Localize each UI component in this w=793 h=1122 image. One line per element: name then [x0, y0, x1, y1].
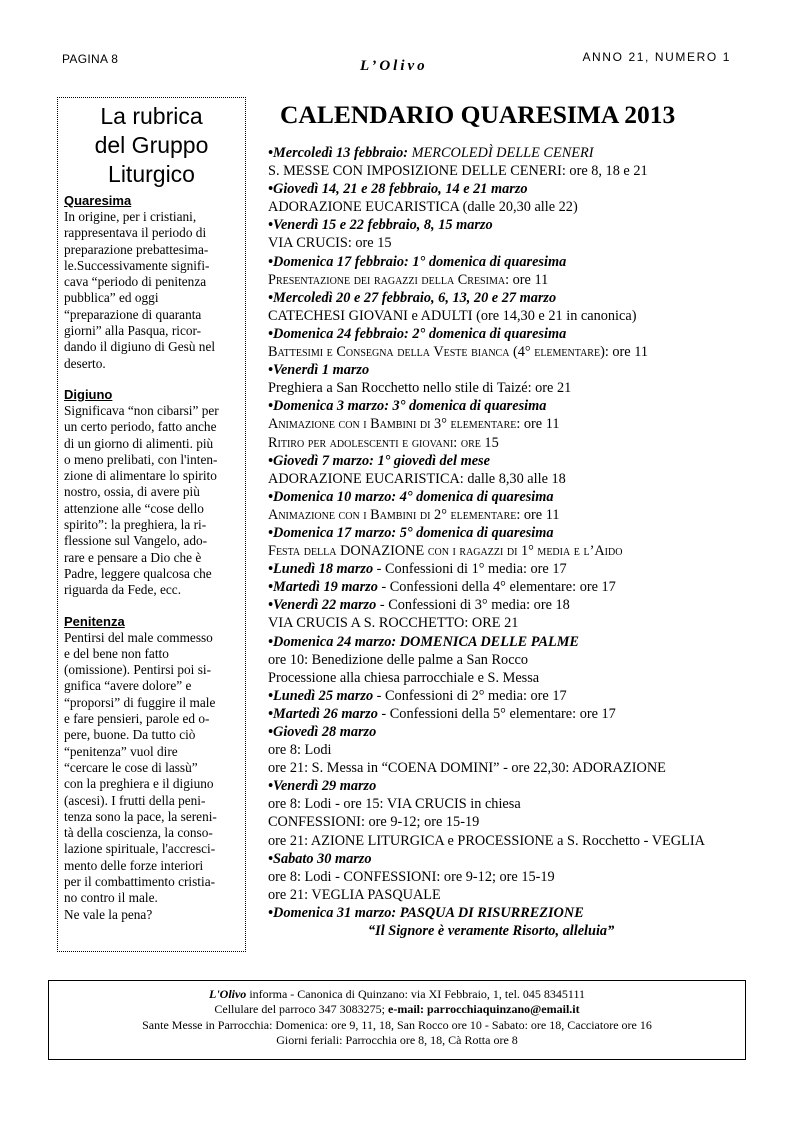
calendar-line: [268, 723, 748, 741]
sidebar-text-line: mento delle forze interiori: [64, 857, 204, 873]
calendar-line: [268, 379, 748, 397]
calendar-line: [268, 524, 748, 542]
calendar-detail: ore 21: VEGLIA PASQUALE: [268, 886, 441, 903]
calendar-line: [268, 578, 748, 596]
sidebar-text-line: o meno prelibati, con l'inten-: [64, 451, 218, 467]
sidebar-text-line: lazione spirituale, l'accresci-: [64, 841, 216, 857]
sidebar-section: [64, 387, 239, 599]
calendar-event: Ritiro per adolescenti e giovani: ore 15: [268, 434, 499, 451]
sidebar-text-line: tà della coscienza, la conso-: [64, 825, 213, 841]
sidebar-title-line: del Gruppo: [94, 132, 209, 158]
sidebar-text-line: e fare pensieri, parole ed o-: [64, 711, 210, 727]
footer-mass-times: Sante Messe in Parrocchia: Domenica: ore 9, 11, 18, San Rocco ore 10 - Sabato: ore 18, Cacciatore ore 16: [142, 1017, 652, 1032]
calendar-detail: ore 21: AZIONE LITURGICA e PROCESSIONE a S. Rocchetto - VEGLIA: [268, 832, 705, 849]
calendar-detail: - Confessioni della 5° elementare: ore 17: [377, 705, 616, 722]
calendar-detail: : ore 11: [516, 506, 560, 523]
calendar-date: •Domenica 17 marzo: 5° domenica di quaresima: [268, 524, 554, 541]
calendar-line: [268, 687, 748, 705]
sidebar-text-line: e del bene non fatto: [64, 645, 169, 661]
calendar-line: [268, 868, 748, 886]
calendar-line: [268, 904, 748, 922]
calendar-line: [268, 470, 748, 488]
calendar-date: •Domenica 31 marzo: PASQUA DI RISURREZIONE: [268, 904, 584, 921]
calendar-date: •Giovedì 14, 21 e 28 febbraio, 14 e 21 marzo: [268, 181, 528, 198]
calendar-line: [268, 216, 748, 234]
sidebar-text-line: In origine, per i cristiani,: [64, 209, 197, 224]
calendar-line: [268, 633, 748, 651]
calendar-line: [268, 434, 748, 452]
sidebar-section-heading: Digiuno: [64, 386, 113, 402]
calendar-date: •Domenica 24 febbraio: 2° domenica di quaresima: [268, 325, 567, 342]
calendar-detail: ore 8: Lodi: [268, 742, 332, 759]
calendar-event: Animazione con i Bambini di 2° elementare: [268, 506, 517, 523]
sidebar-text-line: pere, buone. Da tutto ciò: [64, 727, 196, 743]
sidebar-text-line: “preparazione di quaranta: [64, 306, 202, 322]
calendar-event: Presentazione dei ragazzi della Cresima: [268, 271, 506, 288]
footer-address: informa - Canonica di Quinzano: via XI Febbraio, 1, tel. 045 8345111: [246, 987, 586, 1001]
calendar-date: •Venerdì 22 marzo: [268, 597, 377, 614]
sidebar-title-line: La rubrica: [100, 103, 203, 129]
calendar-entries: [268, 144, 748, 922]
calendar-line: [268, 506, 748, 524]
sidebar-text-line: attenzione alle “cose dello: [64, 500, 204, 516]
calendar-line: [268, 614, 748, 632]
sidebar-text-line: flessione sul Vangelo, ado-: [64, 533, 208, 549]
calendar-date: •Domenica 24 marzo: DOMENICA DELLE PALME: [268, 633, 579, 650]
footer-weekday-times: Giorni feriali: Parrocchia ore 8, 18, Cà Rotta ore 8: [276, 1032, 518, 1047]
footer-line: [49, 1002, 745, 1017]
calendar-line: [268, 777, 748, 795]
calendar-line: [268, 705, 748, 723]
sidebar-sections: [64, 193, 239, 923]
calendar-line: [268, 759, 748, 777]
sidebar-text-line: pubblica” ed oggi: [64, 290, 159, 306]
calendar-detail: - Confessioni di 2° media: ore 17: [373, 687, 567, 704]
calendar-title: CALENDARIO QUARESIMA 2013: [280, 100, 676, 129]
sidebar-text-line: “cercare le cose di lassù”: [64, 759, 198, 775]
sidebar-text-line: deserto.: [64, 355, 106, 371]
calendar-line: [268, 832, 748, 850]
sidebar-text-line: spirito”: la preghiera, la ri-: [64, 517, 207, 533]
calendar-line: [268, 795, 748, 813]
calendar-line: [268, 669, 748, 687]
calendar-line: [268, 253, 748, 271]
calendar-line: [268, 144, 748, 162]
closing-quote: “Il Signore è veramente Risorto, alleluia”: [368, 923, 615, 940]
calendar-line: [268, 234, 748, 252]
calendar-line: [268, 741, 748, 759]
calendar-detail: ore 8: Lodi - CONFESSIONI: ore 9-12; ore 15-19: [268, 868, 555, 885]
calendar-date: •Venerdì 1 marzo: [268, 362, 370, 379]
sidebar-text-line: Padre, leggere qualcosa che: [64, 565, 212, 581]
calendar-line: [268, 271, 748, 289]
sidebar-section-heading: Quaresima: [64, 193, 132, 208]
calendar-detail: VIA CRUCIS A S. ROCCHETTO: ORE 21: [268, 615, 519, 632]
sidebar-text-line: dando il digiuno di Gesù nel: [64, 339, 216, 355]
calendar-date: •Giovedì 7 marzo: 1° giovedì del mese: [268, 452, 490, 469]
sidebar-title-line: Liturgico: [108, 161, 195, 187]
page-number: PAGINA 8: [62, 52, 119, 66]
sidebar-text-line: rare e pensare a Dio che è: [64, 549, 202, 565]
sidebar-text-line: “penitenza” vuol dire: [64, 743, 178, 759]
calendar-date: •Domenica 10 marzo: 4° domenica di quaresima: [268, 488, 554, 505]
sidebar-text-line: di un giorno di alimenti. più: [64, 435, 214, 451]
sidebar-text-line: le.Successivamente signifi-: [64, 257, 210, 273]
calendar-date: •Domenica 17 febbraio: 1° domenica di quaresima: [268, 253, 567, 270]
sidebar-text-line: preparazione prebattesima-: [64, 241, 209, 257]
calendar-line: [268, 651, 748, 669]
footer-phone: Cellulare del parroco 347 3083275;: [214, 1002, 389, 1017]
calendar-line: [268, 850, 748, 868]
calendar-detail: : ore 11: [505, 271, 549, 288]
calendar-line: [268, 397, 748, 415]
calendar-detail: ADORAZIONE EUCARISTICA (dalle 20,30 alle 22): [268, 199, 578, 216]
sidebar-title: [64, 102, 239, 189]
calendar-detail: Processione alla chiesa parrocchiale e S. Messa: [268, 669, 540, 686]
calendar-detail: ore 10: Benedizione delle palme a San Rocco: [268, 651, 529, 668]
calendar-date: •Sabato 30 marzo: [268, 850, 372, 867]
sidebar-text-line: Ne vale la pena?: [64, 906, 153, 922]
calendar-line: [268, 289, 748, 307]
sidebar-text-line: con la preghiera e il digiuno: [64, 776, 214, 792]
sidebar-section-heading: Penitenza: [64, 613, 125, 629]
sidebar-text-line: zione di alimentare lo spirito: [64, 468, 217, 484]
calendar-line: [268, 180, 748, 198]
calendar-event-name: MERCOLEDÌ DELLE CENERI: [411, 145, 594, 161]
calendar-line: [268, 560, 748, 578]
issue-number: ANNO 21, NUMERO 1: [582, 50, 731, 64]
sidebar-text-line: Significava “non cibarsi” per: [64, 402, 219, 418]
calendar-line: [268, 415, 748, 433]
calendar-line: [268, 325, 748, 343]
calendar-line: [268, 162, 748, 180]
calendar-date: •Lunedì 25 marzo: [268, 687, 374, 704]
sidebar-text-line: rappresentava il periodo di: [64, 225, 207, 241]
calendar-detail: CATECHESI GIOVANI e ADULTI (ore 14,30 e 21 in canonica): [268, 307, 637, 324]
footer-info-box: [48, 980, 746, 1060]
calendar-line: [268, 307, 748, 325]
calendar-date: •Mercoledì 20 e 27 febbraio, 6, 13, 20 e 27 marzo: [268, 289, 557, 306]
calendar-detail: CONFESSIONI: ore 9-12; ore 15-19: [268, 814, 480, 831]
sidebar-section: [64, 193, 239, 372]
liturgical-sidebar: [57, 97, 246, 952]
calendar-date: •Martedì 26 marzo: [268, 705, 378, 722]
sidebar-text-line: gnifica “avere dolore” e: [64, 678, 192, 694]
sidebar-text-line: nostro, ossia, di avere più: [64, 484, 200, 500]
calendar-detail: : ore 11: [516, 416, 560, 433]
calendar-detail: ADORAZIONE EUCARISTICA: dalle 8,30 alle 18: [268, 470, 566, 487]
sidebar-text-line: riguarda da Fede, ecc.: [64, 582, 182, 598]
calendar-line: [268, 596, 748, 614]
calendar-line: [268, 813, 748, 831]
sidebar-text-line: Pentirsi del male commesso: [64, 629, 213, 645]
calendar-date: •Mercoledì 13 febbraio:: [268, 145, 412, 161]
calendar-detail: Preghiera a San Rocchetto nello stile di Taizé: ore 21: [268, 380, 572, 397]
lent-calendar: [268, 100, 748, 940]
calendar-detail: : ore 11: [604, 344, 648, 361]
calendar-date: •Venerdì 29 marzo: [268, 778, 377, 795]
calendar-line: [268, 886, 748, 904]
calendar-detail: S. MESSE CON IMPOSIZIONE DELLE CENERI: ore 8, 18 e 21: [268, 163, 648, 180]
calendar-detail: - Confessioni della 4° elementare: ore 17: [377, 579, 616, 596]
footer-brand: L'Olivo: [208, 987, 247, 1001]
sidebar-text-line: “proporsi” di fuggire il male: [64, 694, 216, 710]
calendar-detail: - Confessioni di 1° media: ore 17: [373, 561, 567, 578]
calendar-detail: VIA CRUCIS: ore 15: [268, 235, 392, 252]
sidebar-text-line: un certo periodo, fatto anche: [64, 419, 217, 435]
calendar-line: [268, 361, 748, 379]
calendar-detail: - Confessioni di 3° media: ore 18: [376, 597, 570, 614]
journal-name: L’Olivo: [360, 58, 428, 74]
calendar-event: Animazione con i Bambini di 3° elementare: [268, 416, 517, 433]
calendar-date: •Martedì 19 marzo: [268, 579, 378, 596]
sidebar-text-line: (omissione). Pentirsi poi si-: [64, 662, 211, 678]
sidebar-section: [64, 614, 239, 923]
calendar-line: [268, 343, 748, 361]
calendar-date: •Lunedì 18 marzo: [268, 561, 374, 578]
footer-email[interactable]: e-mail: parrocchiaquinzano@email.it: [388, 1002, 580, 1017]
calendar-event: Battesimi e Consegna della Veste bianca (4° elementare): [268, 344, 605, 361]
calendar-detail: ore 8: Lodi - ore 15: VIA CRUCIS in chiesa: [268, 796, 521, 813]
sidebar-text-line: (ascesi). I frutti della peni-: [64, 792, 206, 808]
sidebar-text-line: no contro il male.: [64, 890, 158, 906]
calendar-line: [268, 452, 748, 470]
calendar-line: [268, 198, 748, 216]
calendar-date: •Domenica 3 marzo: 3° domenica di quaresima: [268, 398, 547, 415]
sidebar-text-line: tenza sono la pace, la sereni-: [64, 808, 217, 824]
sidebar-text-line: giorni” alla Pasqua, ricor-: [64, 323, 202, 339]
calendar-line: [268, 488, 748, 506]
calendar-date: •Venerdì 15 e 22 febbraio, 8, 15 marzo: [268, 217, 493, 234]
sidebar-text-line: cava “periodo di penitenza: [64, 274, 207, 290]
footer-line: [49, 987, 745, 1002]
calendar-date: •Giovedì 28 marzo: [268, 724, 377, 740]
calendar-event: Festa della DONAZIONE con i ragazzi di 1° media e l’Aido: [268, 543, 623, 560]
calendar-detail: ore 21: S. Messa in “COENA DOMINI” - ore 22,30: ADORAZIONE: [268, 760, 666, 777]
calendar-line: [268, 542, 748, 560]
sidebar-text-line: per il combattimento cristia-: [64, 873, 216, 889]
